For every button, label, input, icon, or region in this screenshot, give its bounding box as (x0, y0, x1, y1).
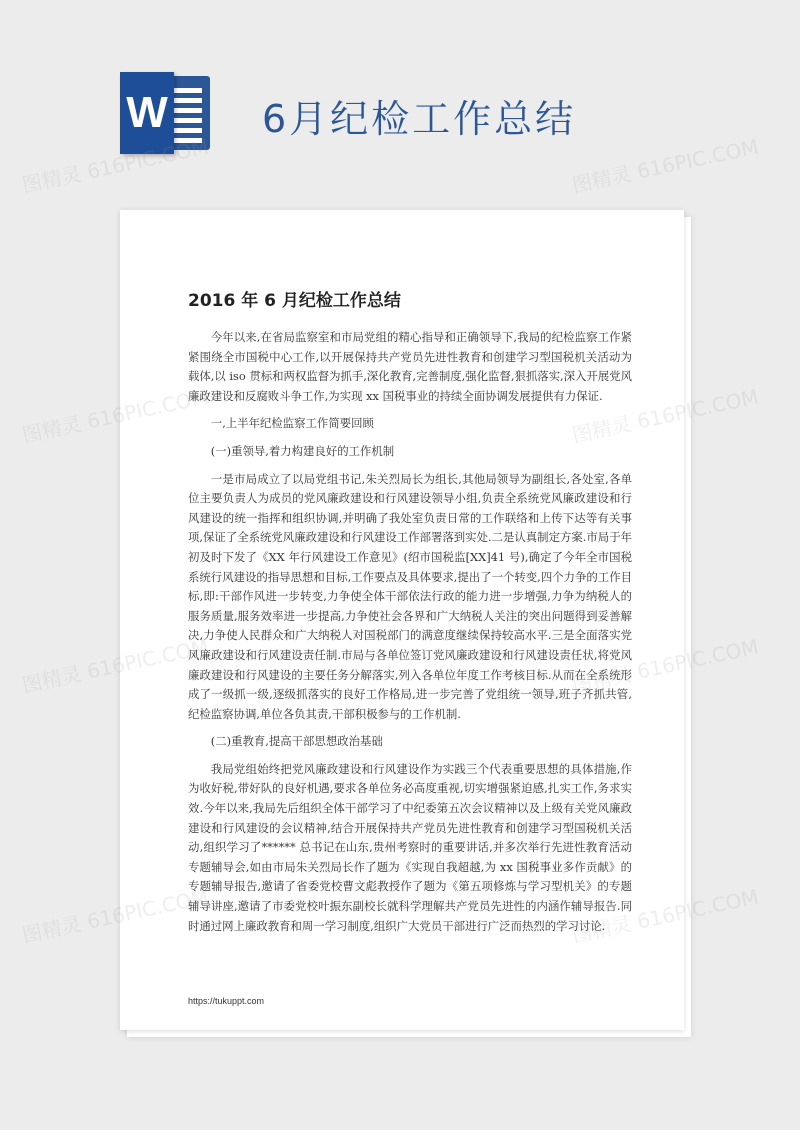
document-title: 2016 年 6 月纪检工作总结 (188, 291, 401, 311)
subsection-heading-1: (一)重领导,着力构建良好的工作机制 (210, 443, 395, 458)
word-document-icon (120, 72, 212, 154)
section-heading: 一,上半年纪检监察工作简要回顾 (210, 416, 374, 431)
document-page (120, 210, 684, 1030)
document-body (188, 328, 632, 944)
subsection-heading-2: (二)重教育,提高干部思想政治基础 (210, 734, 383, 749)
watermark: 图精灵 616PIC.COM (19, 634, 211, 698)
watermark: 图精灵 616PIC.COM (19, 384, 211, 448)
watermark: 图精灵 616PIC.COM (569, 134, 761, 198)
header (0, 0, 800, 200)
watermark: 图精灵 616PIC.COM (19, 134, 211, 198)
watermark: 616PIC.COM (634, 384, 761, 434)
watermark: 616PIC.COM (634, 634, 761, 684)
header-title: 6月纪检工作总结 (262, 97, 577, 141)
watermark: 图精灵 616PIC.COM (19, 884, 211, 948)
footer-url: https://tukuppt.com (188, 996, 265, 1006)
paragraph-intro: 今年以来,在省局监察室和市局党组的精心指导和正确领导下,我局的纪检监察工作紧紧围绕全市国税中心工作,以开展保持共产党员先进性教育和创建学习型国税机关活动为载体,以 iso 贯标和两权监督为抓手,深化教育,完善制度,强化监督,狠抓落实,深入开展党风廉政建设和反腐败斗争工作,为实现 xx 国税事业的持续全面协调发展提供有力保证. (188, 330, 632, 403)
paragraph-leadership: 一是市局成立了以局党组书记,朱关烈局长为组长,其他局领导为副组长,各处室,各单位主要负责人为成员的党风廉政建设和行风建设领导小组,负责全系统党风廉政建设和行风建设的统一指挥和组织协调,并明确了我处室负责日常的工作联络和上传下达等有关事项,保证了全系统党风廉政建设和行风建设工作部署落到实处.二是认真制定方案.市局于年初及时下发了《XX 年行风建设工作意见》(绍市国税监[XX]41 号),确定了今年全市国税系统行风建设的指导思想和目标,工作要点及具体要求,提出了一个转变,四个力争的工作目标,即:干部作风进一步转变,力争使全体干部依法行政的能力进一步增强,力争为纳税人的服务质量,服务效率进一步提高,力争使社会各界和广大纳税人关注的突出问题得到妥善解决,力争使人民群众和广大纳税人对国税部门的满意度继续保持较高水平.三是全面落实党风廉政建设和行风建设责任制.市局与各单位签订党风廉政建设和行风建设责任状,将党风廉政建设和行风建设的主要任务分解落实,列入各单位年度工作考核目标.从而在全系统形成了一级抓一级,逐级抓落实的良好工作格局,进一步完善了党组统一领导,班子齐抓共管,纪检监察协调,单位各负其责,干部积极参与的工作机制. (188, 471, 632, 721)
paragraph-education: 我局党组始终把党风廉政建设和行风建设作为实践三个代表重要思想的具体措施,作为收好税,带好队的良好机遇,要求各单位务必高度重视,切实增强紧迫感,扎实工作,务求实效.今年以来,我局先后组织全体干部学习了中纪委第五次会议精神以及上级有关党风廉政建设和行风建设的会议精神,结合开展保持共产党员先进性教育和创建学习型国税机关活动,组织学习了****** 总书记在山东,贵州考察时的重要讲话,并多次举行先进性教育活动专题辅导会,如由市局朱关烈局长作了题为《实现自我超越,为 xx 国税事业多作贡献》的专题辅导报告,邀请了省委党校曹文彪教授作了题为《第五项修炼与学习型机关》的专题辅导讲座,邀请了市委党校叶振东副校长就科学理解共产党员先进性的内涵作辅导报告.同时通过网上廉政教育和周一学习制度,组织广大党员干部进行广泛而热烈的学习讨论. (188, 761, 632, 933)
watermark: 616PIC.COM (634, 884, 761, 934)
word-icon-letter: W (120, 72, 174, 154)
